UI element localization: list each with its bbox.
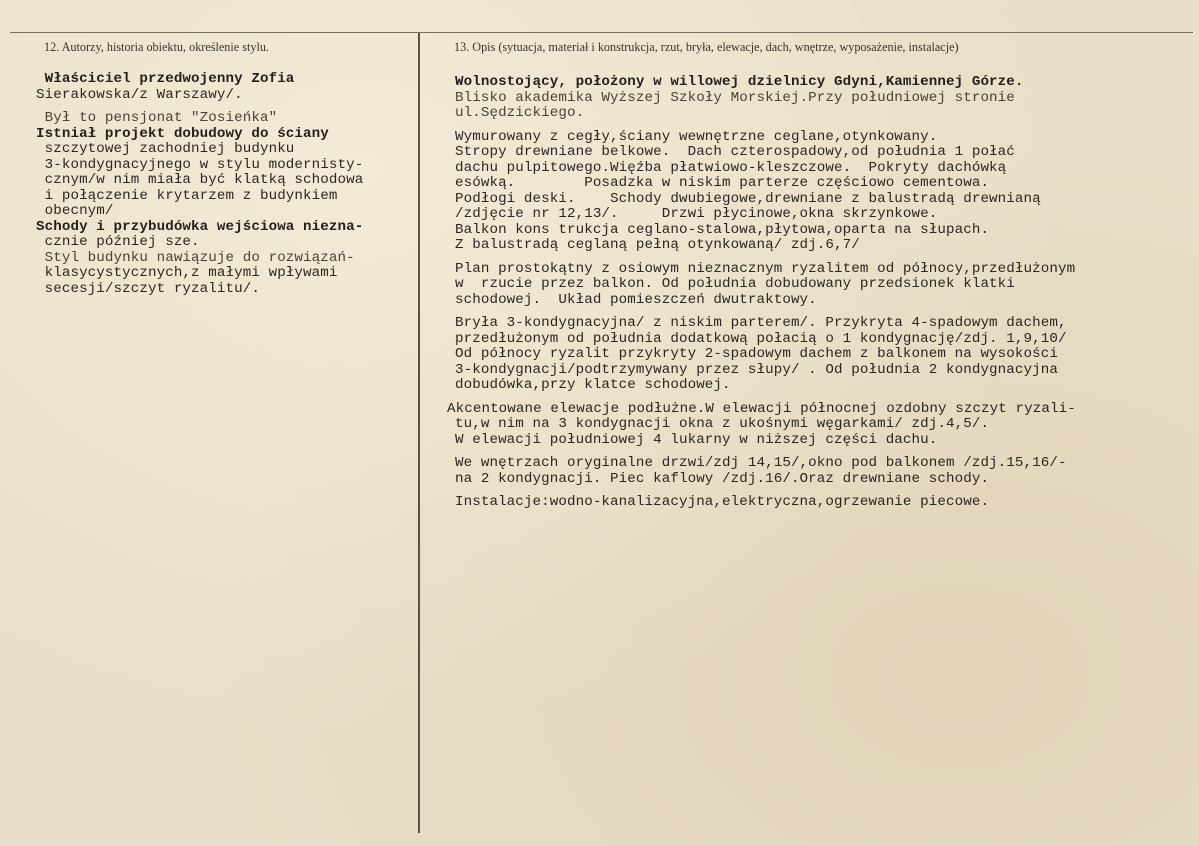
text-line: Balkon kons trukcja ceglano-stalowa,płytowa,oparta na słupach.	[455, 221, 990, 238]
text-line: na 2 kondygnacji. Piec kaflowy /zdj.16/.Oraz drewniane schody.	[455, 470, 990, 487]
text-line: Plan prostokątny z osiowym nieznacznym ryzalitem od północy,przedłużonym	[455, 260, 1076, 277]
history-text-block	[36, 72, 363, 297]
text-line: esówką. Posadzka w niskim parterze częściowo cementowa.	[455, 175, 990, 191]
text-line: cznym/w nim miała być klatką schodowa	[36, 172, 364, 188]
text-line: W elewacji południowej 4 lukarny w niższej części dachu.	[455, 431, 938, 448]
text-line: obecnym/	[36, 203, 114, 219]
column-divider	[418, 33, 420, 833]
text-line: Instalacje:wodno-kanalizacyjna,elektryczna,ogrzewanie piecowe.	[455, 494, 990, 510]
text-line: We wnętrzach oryginalne drzwi/zdj 14,15/,okno pod balkonem /zdj.15,16/-	[455, 455, 1067, 471]
section-12-header: 12. Autorzy, historia obiektu, określenie stylu.	[44, 40, 269, 54]
text-line: Wymurowany z cegły,ściany wewnętrzne ceglane,otynkowany.	[455, 128, 938, 145]
text-line: Wolnostojący, położony w willowej dzielnicy Gdyni,Kamiennej Górze.	[455, 74, 1024, 90]
text-line: przedłużonym od południa dodatkową połacią o 1 kondygnację/zdj. 1,9,10/	[455, 330, 1067, 347]
text-line: ul.Sędzickiego.	[455, 105, 585, 121]
text-line: Właściciel przedwojenny Zofia	[36, 71, 295, 87]
text-line: dachu pulpitowego.Więźba płatwiowo-kleszczowe. Pokryty dachówką	[455, 159, 1007, 176]
text-line: Bryła 3-kondygnacyjna/ z niskim parterem/. Przykryta 4-spadowym dachem,	[455, 315, 1067, 331]
description-text-block	[447, 74, 1076, 511]
text-line: 3-kondygnacji/podtrzymywany przez słupy/ . Od południa 2 kondygnacyjna	[455, 361, 1058, 378]
text-line: Podłogi deski. Schody dwubiegowe,drewniane z balustradą drewnianą	[455, 190, 1041, 207]
text-line: Od północy ryzalit przykryty 2-spadowym dachem z balkonem na wysokości	[455, 346, 1058, 362]
text-line: Z balustradą ceglaną pełną otynkowaną/ zdj.6,7/	[455, 237, 860, 253]
section-13-header: 13. Opis (sytuacja, materiał i konstrukcja, rzut, bryła, elewacje, dach, wnętrze, wyposażenie, instalacje)	[454, 40, 959, 54]
top-rule	[10, 32, 1193, 33]
text-line: klasycystycznych,z małymi wpływami	[36, 265, 338, 281]
text-line: Istniał projekt dobudowy do ściany	[36, 125, 329, 142]
text-line: tu,w nim na 3 kondygnacji okna z ukośnymi węgarkami/ zdj.4,5/.	[455, 416, 990, 432]
text-line: Akcentowane elewacje podłużne.W elewacji północnej ozdobny szczyt ryzali-	[447, 400, 1076, 417]
text-line: Sierakowska/z Warszawy/.	[36, 86, 243, 103]
text-line: dobudówka,przy klatce schodowej.	[455, 377, 731, 393]
text-line: 3-kondygnacyjnego w stylu modernisty-	[36, 156, 364, 173]
text-line: Blisko akademika Wyższej Szkoły Morskiej.Przy południowej stronie	[455, 89, 1015, 106]
text-line: i połączenie krytarzem z budynkiem	[36, 187, 338, 204]
text-line: Schody i przybudówka wejściowa niezna-	[36, 218, 364, 235]
text-line: schodowej. Układ pomieszczeń dwutraktowy.	[455, 291, 817, 308]
text-line: Stropy drewniane belkowe. Dach czterospadowy,od południa 1 połać	[455, 144, 1015, 160]
text-line: Styl budynku nawiązuje do rozwiązań-	[36, 249, 355, 266]
text-line: w rzucie przez balkon. Od południa dobudowany przedsionek klatki	[455, 276, 1015, 292]
text-line: cznie później sze.	[36, 234, 200, 250]
text-line: szczytowej zachodniej budynku	[36, 141, 295, 157]
text-line: secesji/szczyt ryzalitu/.	[36, 280, 260, 297]
text-line: /zdjęcie nr 12,13/. Drzwi płycinowe,okna skrzynkowe.	[455, 206, 938, 222]
text-line: Był to pensjonat "Zosieńka"	[36, 110, 278, 126]
